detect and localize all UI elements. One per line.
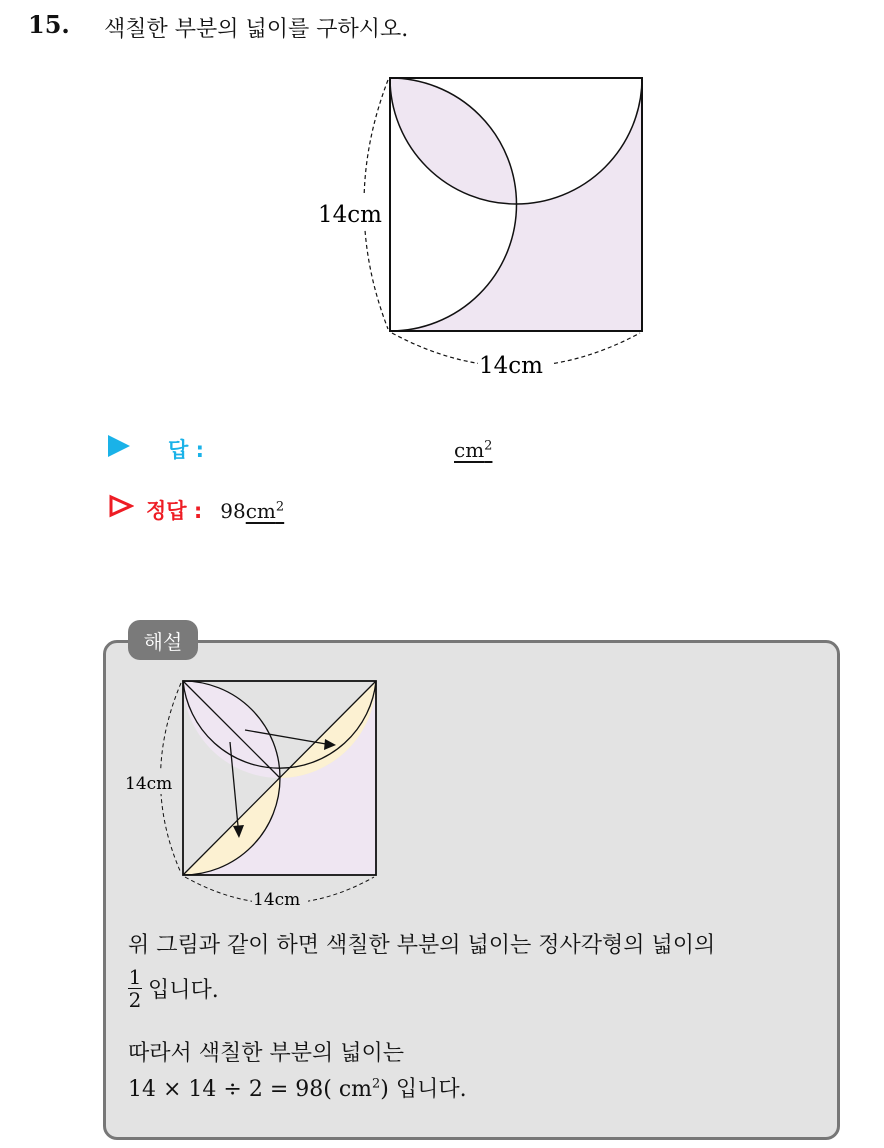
bottom-side-label: 14cm bbox=[479, 353, 543, 379]
correct-answer-row bbox=[108, 494, 284, 525]
answer-row bbox=[108, 434, 492, 464]
solution-bottom-label: 14cm bbox=[253, 890, 301, 910]
correct-answer-unit: $cm^2$ bbox=[245, 499, 285, 523]
answer-label: 답 : bbox=[168, 438, 204, 462]
correct-answer-label: 정답 : bbox=[146, 499, 203, 523]
solution-left-label: 14cm bbox=[125, 774, 173, 794]
correct-answer-value: 98 bbox=[220, 499, 246, 523]
problem-figure bbox=[300, 70, 670, 390]
solution-line-3: 따라서 색칠한 부분의 넓이는 bbox=[128, 1041, 405, 1066]
left-side-label: 14cm bbox=[318, 202, 382, 228]
question-number: 15. bbox=[28, 10, 70, 39]
solution-line-2: $\frac{1}{2}$ 입니다. bbox=[128, 965, 219, 1012]
one-half-fraction: $\frac{1}{2}$ bbox=[128, 965, 142, 1012]
play-triangle-icon bbox=[108, 435, 130, 457]
solution-line-1: 위 그림과 같이 하면 색칠한 부분의 넓이는 정사각형의 넓이의 bbox=[128, 933, 716, 958]
outline-triangle-icon bbox=[108, 494, 134, 518]
solution-figure bbox=[118, 670, 388, 915]
answer-unit[interactable]: $cm^2$ bbox=[454, 438, 493, 462]
solution-line-4: 14 × 14 ÷ 2 = 98( $cm^2$) 입니다. bbox=[128, 1076, 467, 1102]
solution-tag: 해설 bbox=[128, 620, 198, 660]
question-text: 색칠한 부분의 넓이를 구하시오. bbox=[104, 17, 409, 42]
